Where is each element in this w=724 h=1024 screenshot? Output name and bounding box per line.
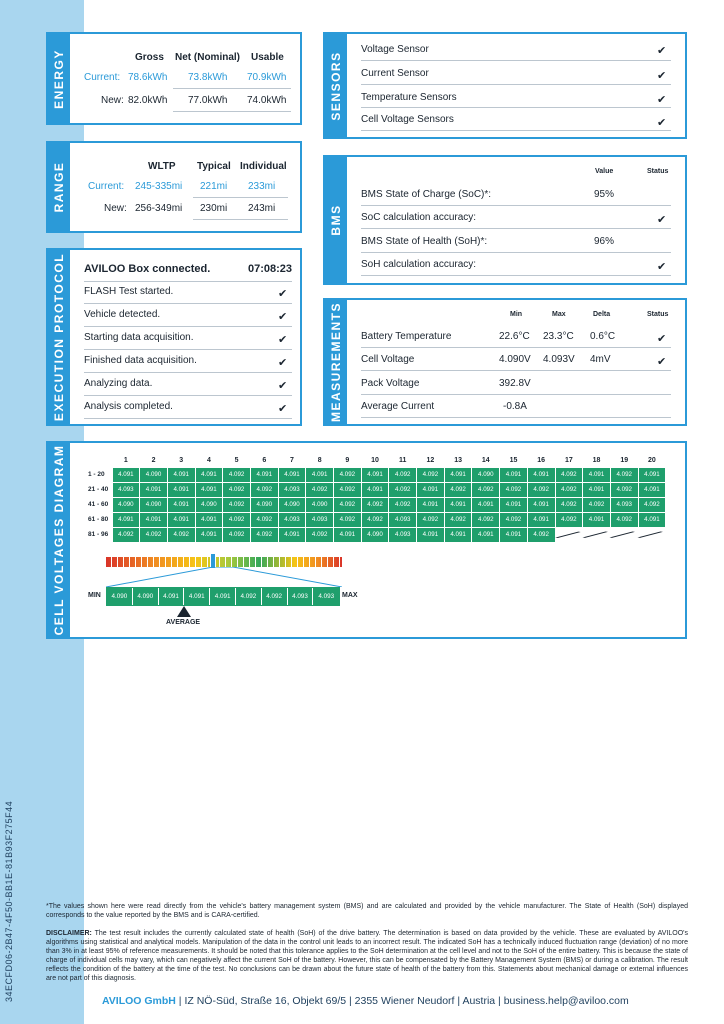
check-icon: ✔	[278, 357, 288, 369]
execution-divider	[84, 395, 292, 396]
execution-panel-label: EXECUTION PROTOCOL	[48, 250, 70, 424]
cell-voltage-value: 4.091	[500, 497, 528, 512]
cell-voltage-value: 4.092	[223, 527, 251, 542]
cell-voltage-value: 4.090	[250, 497, 278, 512]
cell-row-label: 61 - 80	[88, 516, 109, 523]
cell-voltage-value: 4.092	[334, 512, 362, 527]
cell-voltage-value: 4.091	[583, 467, 611, 482]
cell-table-body	[84, 467, 666, 542]
check-icon: ✔	[657, 214, 667, 226]
cell-voltage-value: 4.092	[500, 512, 528, 527]
cell-voltage-value: 4.092	[250, 512, 278, 527]
distribution-cell: 4.091	[210, 588, 236, 605]
cell-voltage-value: 4.091	[167, 467, 195, 482]
cell-column-header-row	[84, 455, 666, 467]
distribution-cell: 4.093	[313, 588, 339, 605]
cell-voltage-value: 4.092	[555, 497, 583, 512]
energy-new-label: New:	[101, 95, 124, 106]
cell-voltage-value: 4.091	[112, 512, 140, 527]
column-header: 17	[564, 457, 573, 465]
cell-voltage-value: 4.092	[417, 467, 445, 482]
meas-cell-voltage-max: 4.093V	[543, 354, 575, 365]
cell-voltage-value: 4.093	[389, 512, 417, 527]
sensor-divider	[361, 107, 671, 108]
cell-voltage-value: 4.090	[278, 497, 306, 512]
cell-row	[84, 497, 666, 512]
bms-panel	[323, 155, 687, 285]
cell-voltage-value: 4.092	[223, 467, 251, 482]
column-header: 7	[290, 457, 294, 465]
cell-voltage-value: 4.091	[167, 512, 195, 527]
energy-header-net: Net (Nominal)	[175, 52, 240, 63]
cell-voltage-value: 4.091	[195, 527, 223, 542]
meas-battery-temp-max: 23.3°C	[543, 331, 574, 342]
distribution-cell: 4.092	[236, 588, 262, 605]
range-new-wltp: 256-349mi	[135, 203, 183, 214]
cell-voltage-value: 4.090	[140, 467, 168, 482]
meas-divider	[361, 347, 671, 348]
energy-current-net: 73.8kWh	[188, 72, 228, 83]
cell-voltage-value: 4.091	[444, 497, 472, 512]
measurements-panel	[323, 298, 687, 426]
cell-voltage-value: 4.091	[417, 482, 445, 497]
range-current-wltp: 245-335mi	[135, 181, 183, 192]
meas-cell-voltage-label: Cell Voltage	[361, 354, 415, 365]
cell-voltage-value: 4.091	[500, 527, 528, 542]
execution-step: Finished data acquisition.	[84, 355, 197, 366]
average-label: AVERAGE	[166, 619, 201, 626]
cell-voltage-value: 4.092	[610, 482, 638, 497]
corner-cell	[84, 455, 112, 467]
energy-divider-bottom	[173, 111, 291, 112]
empty-cell: ⁄	[641, 527, 662, 542]
range-new-label: New:	[104, 203, 127, 214]
check-icon: ✔	[278, 334, 288, 346]
meas-cell-voltage-delta: 4mV	[590, 354, 611, 365]
empty-cell: ⁄	[559, 527, 580, 542]
cell-voltage-value: 4.092	[389, 467, 417, 482]
range-panel-label: RANGE	[48, 143, 70, 231]
cell-voltage-value: 4.092	[638, 497, 666, 512]
sensor-voltage: Voltage Sensor	[361, 44, 429, 55]
sensor-divider	[361, 84, 671, 85]
meas-cell-voltage-min: 4.090V	[499, 354, 531, 365]
meas-battery-temp-min: 22.6°C	[499, 331, 530, 342]
execution-divider	[84, 418, 292, 419]
bms-divider	[361, 228, 671, 229]
cell-voltage-value: 4.092	[334, 467, 362, 482]
meas-pack-voltage-label: Pack Voltage	[361, 378, 420, 389]
meas-header-min: Min	[510, 311, 523, 318]
execution-divider	[84, 281, 292, 282]
cell-voltage-value: 4.092	[306, 527, 334, 542]
check-icon: ✔	[657, 94, 667, 106]
cell-voltage-value: 4.092	[389, 497, 417, 512]
distribution-cell: 4.091	[159, 588, 185, 605]
check-icon: ✔	[278, 380, 288, 392]
bms-header-status: Status	[647, 168, 669, 175]
range-divider-bottom	[193, 219, 288, 220]
distribution-cell: 4.093	[288, 588, 314, 605]
execution-step: Analysis completed.	[84, 401, 173, 412]
average-triangle-icon	[177, 606, 191, 617]
sensor-divider	[361, 60, 671, 61]
cell-voltage-value: 4.091	[334, 527, 362, 542]
voltage-distribution	[106, 587, 340, 606]
cell-voltage-value: 4.091	[112, 467, 140, 482]
energy-new-net: 77.0kWh	[188, 95, 228, 106]
company-name: AVILOO GmbH	[102, 995, 176, 1007]
cell-voltage-value: 4.091	[417, 527, 445, 542]
cell-voltage-value: 4.090	[361, 527, 389, 542]
cell-voltage-value: 4.091	[278, 527, 306, 542]
column-header: 11	[399, 457, 407, 465]
distribution-cell: 4.091	[184, 588, 210, 605]
cell-voltage-value: 4.093	[306, 512, 334, 527]
cell-voltage-value: 4.092	[527, 482, 555, 497]
cell-voltage-value: 4.092	[167, 527, 195, 542]
energy-header-usable: Usable	[251, 52, 284, 63]
cell-voltage-value: 4.090	[112, 497, 140, 512]
bms-divider	[361, 275, 671, 276]
column-header: 1	[123, 457, 128, 465]
cell-voltages-panel-label: CELL VOLTAGES DIAGRAM	[48, 443, 70, 637]
column-header: 15	[509, 457, 518, 465]
check-icon: ✔	[657, 356, 667, 368]
cell-voltage-value: 4.092	[417, 512, 445, 527]
execution-step: FLASH Test started.	[84, 286, 174, 297]
column-header: 6	[262, 457, 267, 465]
meas-header-max: Max	[552, 311, 566, 318]
measurements-panel-label: MEASUREMENTS	[325, 300, 347, 424]
check-icon: ✔	[657, 45, 667, 57]
cell-voltage-value: 4.091	[472, 497, 500, 512]
meas-average-current-label: Average Current	[361, 401, 435, 412]
distribution-cell: 4.090	[107, 588, 133, 605]
cell-voltage-value: 4.092	[223, 497, 251, 512]
column-header: 5	[234, 457, 239, 465]
execution-divider	[84, 349, 292, 350]
meas-battery-temp-delta: 0.6°C	[590, 331, 616, 342]
meas-divider	[361, 394, 671, 395]
bms-panel-label: BMS	[325, 157, 347, 283]
energy-current-label: Current:	[84, 72, 121, 83]
cell-voltage-value: 4.091	[583, 482, 611, 497]
check-icon: ✔	[278, 403, 288, 415]
check-icon: ✔	[278, 288, 288, 300]
address-text: | IZ NÖ-Süd, Straße 16, Objekt 69/5 | 2355 Wiener Neudorf | Austria | business.help@aviloo.com	[175, 995, 629, 1007]
column-header: 8	[317, 457, 322, 465]
range-header-individual: Individual	[240, 161, 287, 172]
check-icon: ✔	[657, 261, 667, 273]
column-header: 13	[454, 457, 462, 465]
cell-row	[84, 467, 666, 482]
cell-row-label: 41 - 60	[88, 501, 109, 508]
bms-soc-value: 95%	[594, 189, 615, 200]
energy-new-usable: 74.0kWh	[247, 95, 287, 106]
cell-voltage-value: 4.090	[195, 497, 223, 512]
column-header: 12	[426, 457, 435, 465]
disclaimer	[46, 929, 688, 983]
cell-voltage-value: 4.092	[472, 512, 500, 527]
cell-voltage-value: 4.092	[361, 512, 389, 527]
sensors-panel	[323, 32, 687, 139]
cell-voltage-value: 4.093	[389, 527, 417, 542]
cell-voltage-value: 4.093	[610, 497, 638, 512]
cell-voltage-value: 4.092	[555, 512, 583, 527]
check-icon: ✔	[657, 333, 667, 345]
bms-divider	[361, 205, 671, 206]
execution-step: Starting data acquisition.	[84, 332, 194, 343]
cell-voltage-value: 4.091	[500, 467, 528, 482]
voltage-gradient-bar	[106, 557, 342, 567]
range-panel	[46, 141, 302, 233]
cell-voltage-value: 4.091	[195, 482, 223, 497]
cell-voltage-value: 4.092	[610, 467, 638, 482]
cell-voltage-value: 4.092	[223, 482, 251, 497]
cell-voltage-value: 4.092	[610, 512, 638, 527]
range-current-individual: 233mi	[248, 181, 276, 192]
range-new-individual: 243mi	[248, 203, 276, 214]
execution-divider	[84, 326, 292, 327]
cell-voltage-value: 4.092	[250, 527, 278, 542]
column-header: 16	[537, 457, 546, 465]
range-new-typical: 230mi	[200, 203, 228, 214]
meas-divider	[361, 417, 671, 418]
disclaimer-label: DISCLAIMER:	[46, 930, 92, 937]
execution-step: Analyzing data.	[84, 378, 153, 389]
zoom-connector	[106, 567, 342, 587]
cell-voltage-value: 4.091	[472, 527, 500, 542]
check-icon: ✔	[657, 70, 667, 82]
cell-voltage-value: 4.092	[223, 512, 251, 527]
footnote: *The values shown here were read directly from the vehicle's battery management system (BMS) and are calculated and provided by the vehicle manufacturer. The State of Health (SoH) displayed corresponds to the value reported by the BMS and is CARA-certified.	[46, 903, 688, 919]
cell-voltage-value: 4.092	[472, 482, 500, 497]
execution-title: AVILOO Box connected.	[84, 263, 211, 275]
meas-header-status: Status	[647, 311, 669, 318]
energy-divider	[173, 88, 291, 89]
cell-voltage-value: 4.092	[361, 497, 389, 512]
column-header: 4	[206, 457, 211, 465]
cell-row-label: 81 - 96	[88, 531, 109, 538]
cell-voltage-value: 4.092	[555, 467, 583, 482]
meas-divider	[361, 370, 671, 371]
execution-time: 07:08:23	[248, 263, 293, 275]
empty-cell: ⁄	[613, 527, 634, 542]
cell-voltage-value: 4.092	[334, 482, 362, 497]
column-header: 3	[179, 457, 184, 465]
cell-voltage-value: 4.091	[167, 482, 195, 497]
cell-voltage-value: 4.092	[583, 497, 611, 512]
cell-row-label: 21 - 40	[88, 486, 109, 493]
energy-panel-label: ENERGY	[48, 34, 70, 123]
cell-voltage-value: 4.091	[195, 467, 223, 482]
cell-voltage-value: 4.093	[112, 482, 140, 497]
cell-row	[84, 527, 666, 542]
column-header: 20	[648, 457, 656, 465]
cell-voltage-value: 4.091	[527, 467, 555, 482]
cell-voltage-value: 4.091	[583, 512, 611, 527]
cell-voltage-value: 4.092	[306, 482, 334, 497]
cell-voltage-value: 4.091	[140, 482, 168, 497]
cell-voltage-value: 4.092	[555, 482, 583, 497]
sensors-panel-label: SENSORS	[325, 34, 347, 137]
cell-voltage-value: 4.091	[278, 467, 306, 482]
check-icon: ✔	[278, 311, 288, 323]
range-divider	[193, 197, 288, 198]
check-icon: ✔	[657, 117, 667, 129]
cell-voltage-value: 4.092	[444, 482, 472, 497]
cell-voltage-value: 4.091	[638, 467, 666, 482]
company-address	[102, 995, 629, 1007]
bms-header-value: Value	[595, 168, 614, 175]
cell-voltage-value: 4.091	[638, 512, 666, 527]
cell-voltage-value: 4.091	[140, 512, 168, 527]
energy-header-gross: Gross	[135, 52, 164, 63]
range-header-wltp: WLTP	[148, 161, 176, 172]
bms-divider	[361, 252, 671, 253]
distribution-cell: 4.090	[133, 588, 159, 605]
sensor-current: Current Sensor	[361, 68, 429, 79]
cell-voltage-value: 4.091	[417, 497, 445, 512]
cell-voltage-value: 4.091	[638, 482, 666, 497]
column-header: 14	[481, 457, 490, 465]
energy-current-gross: 78.6kWh	[128, 72, 168, 83]
sensor-cell-voltage: Cell Voltage Sensors	[361, 114, 454, 125]
cell-voltage-value: 4.093	[278, 482, 306, 497]
bms-soh-value: 96%	[594, 236, 615, 247]
distribution-cell: 4.092	[262, 588, 288, 605]
min-label: MIN	[88, 592, 101, 599]
energy-current-usable: 70.9kWh	[247, 72, 287, 83]
cell-voltage-value: 4.092	[500, 482, 528, 497]
cell-row-label: 1 - 20	[88, 471, 105, 478]
cell-voltage-value: 4.091	[195, 512, 223, 527]
cell-voltage-value: 4.092	[444, 512, 472, 527]
column-header: 9	[345, 457, 350, 465]
column-header: 10	[371, 457, 379, 465]
cell-voltage-value: 4.092	[112, 527, 140, 542]
empty-cell: ⁄	[586, 527, 607, 542]
cell-row	[84, 482, 666, 497]
cell-voltage-value: 4.091	[361, 482, 389, 497]
cell-voltage-value: 4.091	[444, 467, 472, 482]
range-current-label: Current:	[88, 181, 125, 192]
cell-voltage-table	[84, 455, 666, 543]
cell-voltage-value: 4.090	[140, 497, 168, 512]
cell-voltage-value: 4.091	[306, 467, 334, 482]
execution-divider	[84, 372, 292, 373]
execution-step: Vehicle detected.	[84, 309, 161, 320]
bms-soc-accuracy-label: SoC calculation accuracy:	[361, 212, 477, 223]
cell-voltage-value: 4.092	[140, 527, 168, 542]
cell-voltage-value: 4.092	[389, 482, 417, 497]
sensor-temperature: Temperature Sensors	[361, 92, 457, 103]
cell-voltage-value: 4.090	[472, 467, 500, 482]
execution-divider	[84, 303, 292, 304]
meas-pack-voltage-min: 392.8V	[499, 378, 531, 389]
document-id: 34ECFD06-2B47-4F50-BB1E-81B93F275F44	[4, 800, 14, 1002]
energy-new-gross: 82.0kWh	[128, 95, 168, 106]
cell-voltage-value: 4.091	[167, 497, 195, 512]
bms-soh-accuracy-label: SoH calculation accuracy:	[361, 259, 477, 270]
cell-voltage-value: 4.091	[527, 497, 555, 512]
energy-panel	[46, 32, 302, 125]
range-header-typical: Typical	[197, 161, 231, 172]
cell-voltage-value: 4.093	[278, 512, 306, 527]
column-header: 19	[620, 457, 629, 465]
bms-soc-label: BMS State of Charge (SoC)*:	[361, 189, 492, 200]
cell-voltage-value: 4.091	[444, 527, 472, 542]
cell-voltage-value: 4.092	[334, 497, 362, 512]
cell-voltage-value: 4.091	[361, 467, 389, 482]
bms-soh-label: BMS State of Health (SoH)*:	[361, 236, 488, 247]
max-label: MAX	[342, 592, 358, 599]
cell-voltage-value: 4.092	[250, 482, 278, 497]
meas-header-delta: Delta	[593, 311, 611, 318]
sensor-divider	[361, 130, 671, 131]
meas-battery-temp-label: Battery Temperature	[361, 331, 452, 342]
column-header: 2	[151, 457, 156, 465]
cell-voltage-value: 4.092	[527, 527, 555, 542]
range-current-typical: 221mi	[200, 181, 228, 192]
cell-voltage-value: 4.090	[306, 497, 334, 512]
column-header: 18	[592, 457, 601, 465]
cell-voltage-value: 4.091	[527, 512, 555, 527]
disclaimer-text: The test result includes the currently calculated state of health (SoH) of the drive battery. The determination is based on data provided by the vehicle. These are evaluated by AVILOO's algorithms using statistical and analytical models. Manipulation of the data in the control unit leads to an incorrect result. The indicated SoH has a technically induced fluctuation range (deviation) of no more than 3% in at least 95% of reference measurements. It should be noted that this tolerance applies to the SoH determination at the cell level and not to the SoH of the entire battery. This is because the state of charge of individual cells may vary, which can negatively affect the current SoH of the battery. However, this can be compensated by the Battery Management System (BMS) or during a calibration. The result reflects the condition of the battery at the time of the test. No conclusions can be drawn about the future state of health of the battery from this. Statements about mechanical damage or external influences are not part of this diagnosis.	[46, 930, 688, 982]
cell-voltage-value: 4.091	[250, 467, 278, 482]
meas-average-current-min: -0.8A	[503, 401, 527, 412]
execution-panel	[46, 248, 302, 426]
